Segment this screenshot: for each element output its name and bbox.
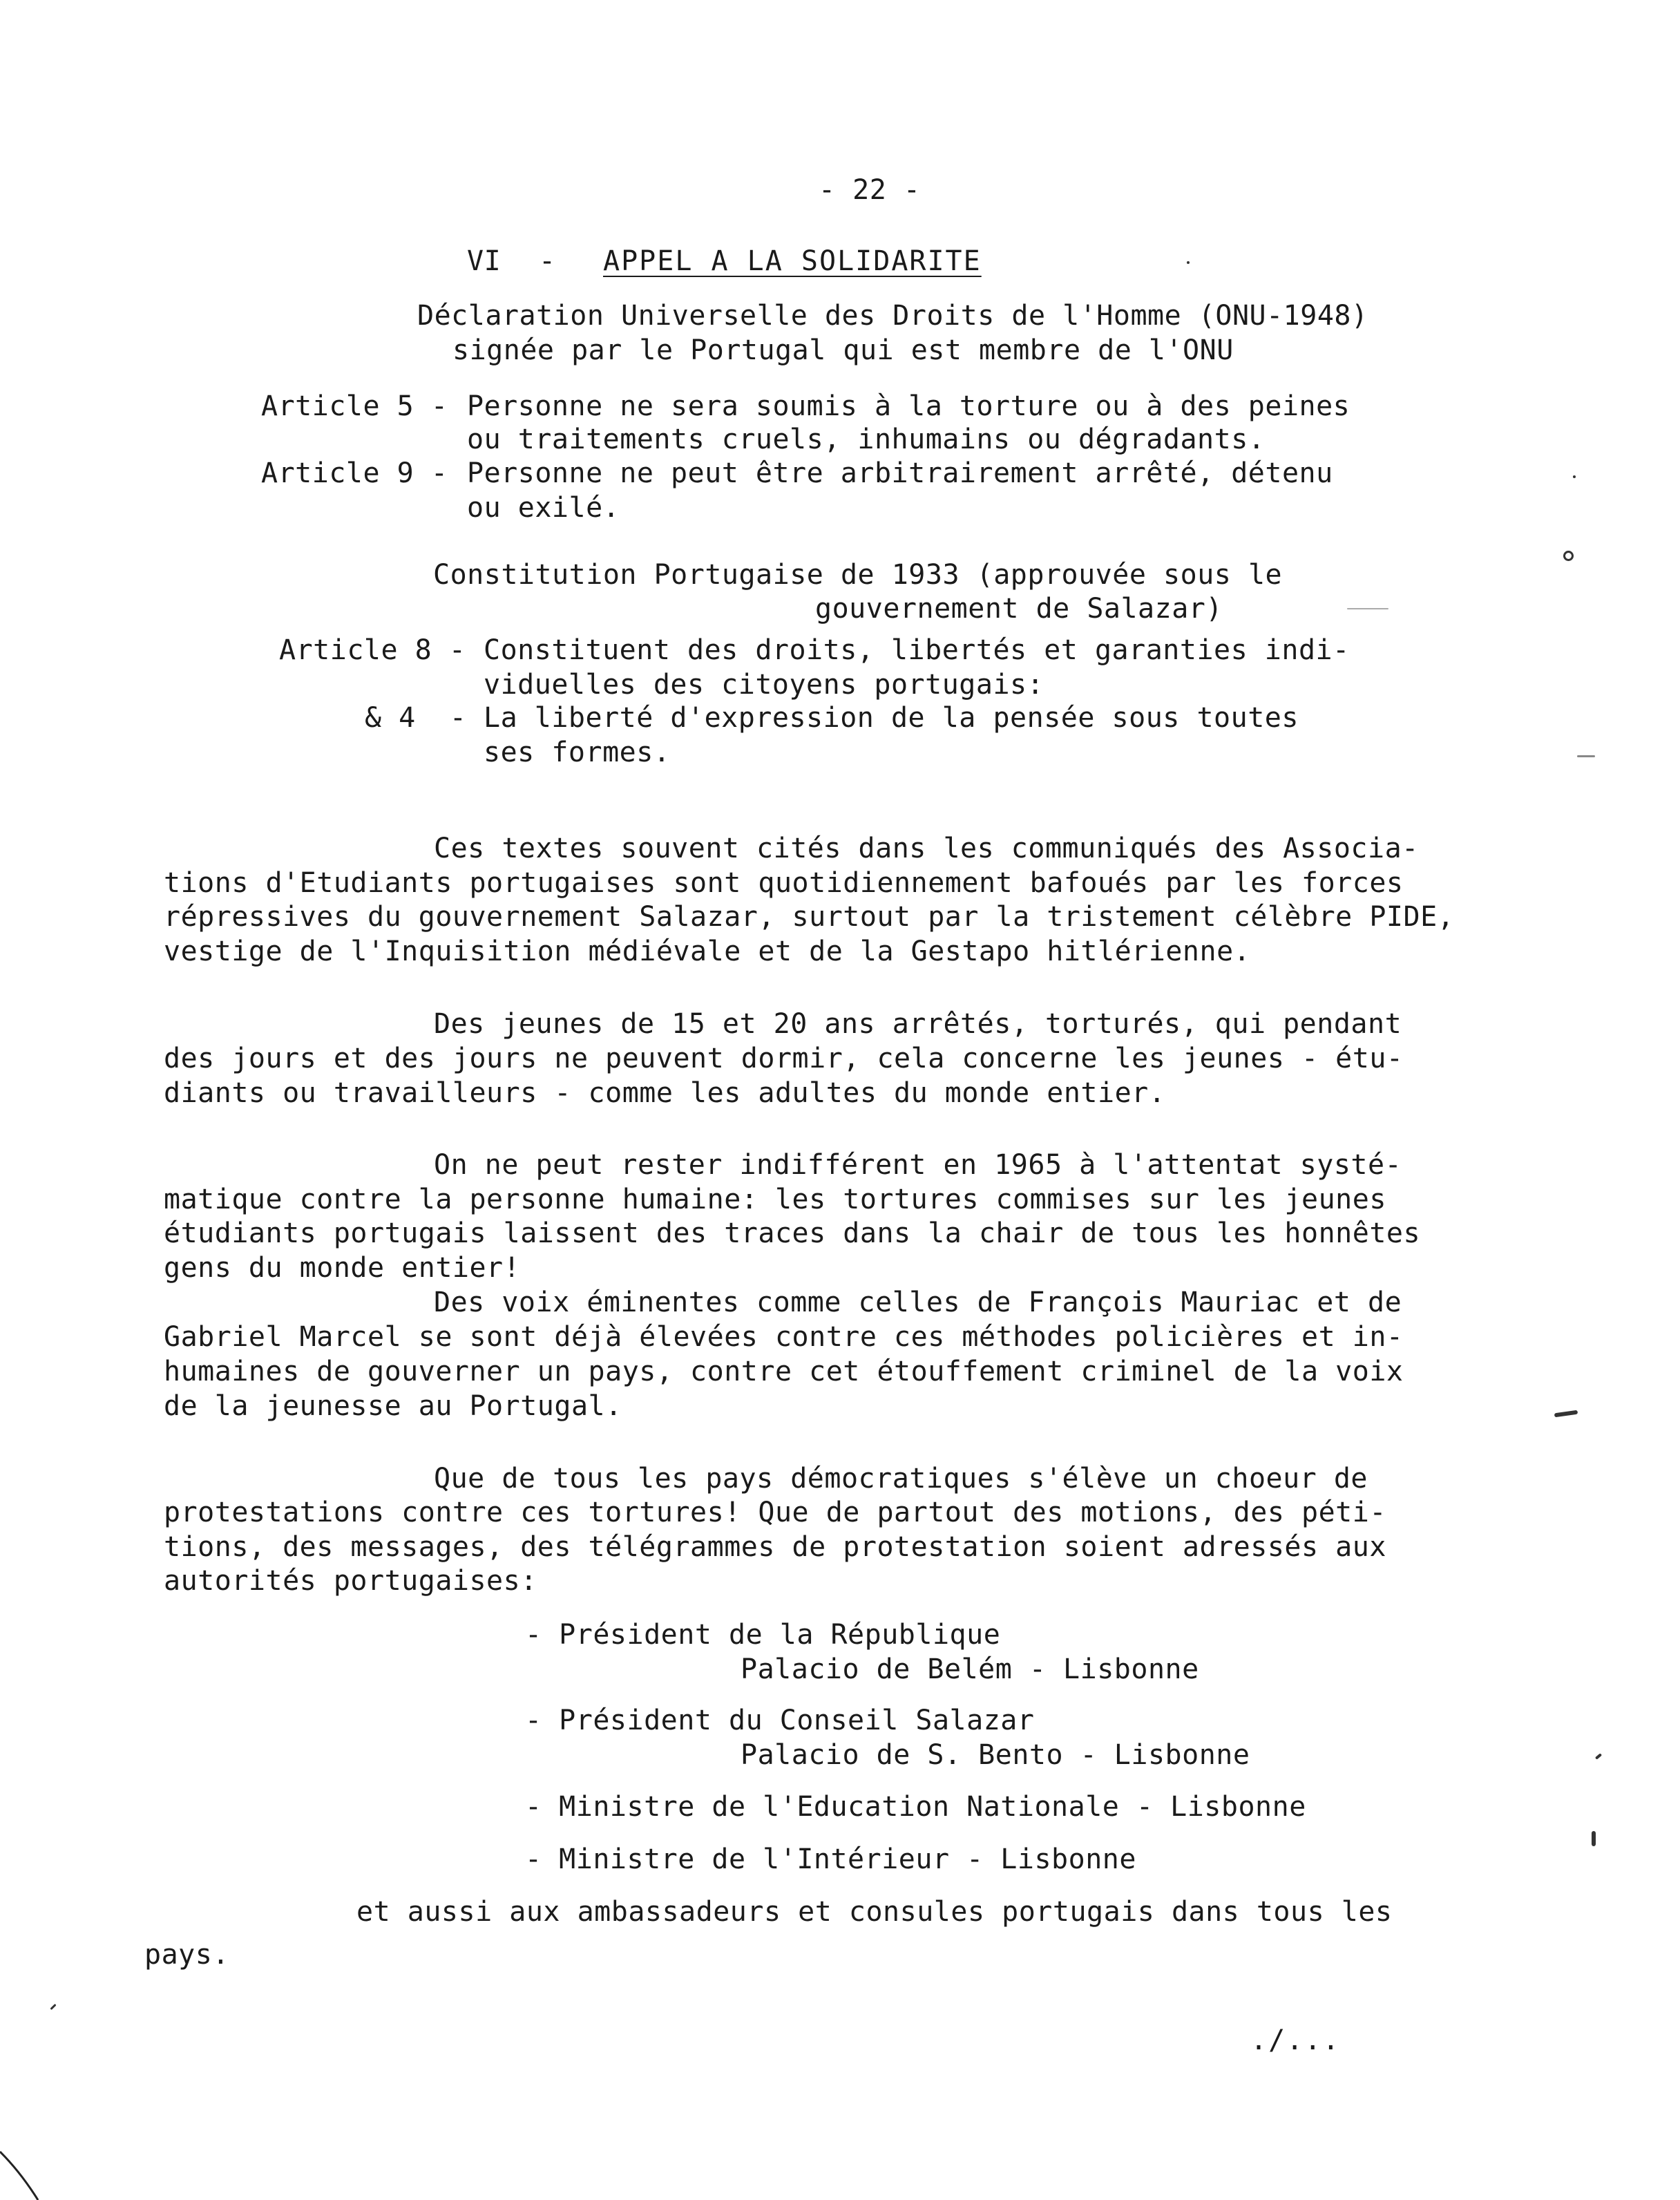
paragraph-1-line-4: vestige de l'Inquisition médiévale et de la Gestapo hitlérienne. [164,936,1251,967]
article-9-text-2: ou exilé. [467,492,620,524]
scan-speck [1554,1410,1578,1418]
paragraph-4-line-1: Des voix éminentes comme celles de François Mauriac et de [434,1287,1402,1318]
paragraph-5-line-1: Que de tous les pays démocratiques s'élève un choeur de [434,1463,1368,1495]
scan-speck [1573,475,1576,478]
article-8-text-1: Constituent des droits, libertés et garanties indi- [484,634,1350,666]
page-edge-mark [0,2145,41,2200]
constitution-line-1: Constitution Portugaise de 1933 (approuvée sous le [433,559,1283,591]
article-9-label: Article 9 - [261,457,448,489]
paragraph-1-line-3: répressives du gouvernement Salazar, surtout par la tristement célèbre PIDE, [164,901,1455,933]
section-dash: - [539,245,556,277]
article-8-text-2: viduelles des citoyens portugais: [484,669,1044,701]
paragraph-2-line-1: Des jeunes de 15 et 20 ans arrêtés, torturés, qui pendant [434,1008,1402,1040]
article-5-label: Article 5 - [261,390,448,422]
paragraph-5-line-4: autorités portugaises: [164,1565,537,1597]
scan-speck [1595,1753,1602,1759]
article-8-sub-label: & 4 - [365,702,467,734]
scan-speck [50,2004,56,2010]
paragraph-2-line-2: des jours et des jours ne peuvent dormir, cela concerne les jeunes - étu- [164,1043,1404,1074]
address-2-line-1: - Président du Conseil Salazar [525,1705,1035,1736]
article-9-text-1: Personne ne peut être arbitrairement arrêté, détenu [467,457,1333,489]
constitution-line-2: gouvernement de Salazar) [815,593,1223,625]
address-2-line-2: Palacio de S. Bento - Lisbonne [741,1739,1250,1771]
scan-speck [1347,608,1388,609]
paragraph-5-line-3: tions, des messages, des télégrammes de protestation soient adressés aux [164,1531,1386,1563]
section-number: VI [467,245,502,277]
paragraph-3-line-3: étudiants portugais laissent des traces dans la chair de tous les honnêtes [164,1217,1421,1249]
article-5-text-1: Personne ne sera soumis à la torture ou à des peines [467,390,1350,422]
declaration-line-2: signée par le Portugal qui est membre de l'ONU [452,334,1234,366]
scan-speck [1563,551,1574,561]
paragraph-4-line-4: de la jeunesse au Portugal. [164,1390,622,1422]
closing-line-1: et aussi aux ambassadeurs et consules portugais dans tous les [356,1896,1393,1928]
section-title: APPEL A LA SOLIDARITE [603,245,982,277]
paragraph-5-line-2: protestations contre ces tortures! Que de partout des motions, des péti- [164,1497,1386,1528]
declaration-line-1: Déclaration Universelle des Droits de l'Homme (ONU-1948) [417,300,1368,332]
paragraph-4-line-3: humaines de gouverner un pays, contre cet étouffement criminel de la voix [164,1356,1404,1387]
article-5-text-2: ou traitements cruels, inhumains ou dégradants. [467,424,1266,455]
paragraph-3-line-2: matique contre la personne humaine: les tortures commises sur les jeunes [164,1184,1386,1215]
article-8-sub-text-1: La liberté d'expression de la pensée sous toutes [484,702,1299,734]
address-4-line-1: - Ministre de l'Intérieur - Lisbonne [525,1843,1136,1875]
address-3-line-1: - Ministre de l'Education Nationale - Lisbonne [525,1791,1306,1823]
paragraph-4-line-2: Gabriel Marcel se sont déjà élevées contre ces méthodes policières et in- [164,1321,1404,1353]
paragraph-3-line-1: On ne peut rester indifférent en 1965 à l'attentat systé- [434,1149,1402,1181]
paragraph-2-line-3: diants ou travailleurs - comme les adultes du monde entier. [164,1077,1166,1109]
article-8-sub-text-2: ses formes. [484,737,671,768]
scan-speck [1577,755,1595,757]
scan-speck [1592,1831,1596,1846]
article-8-label: Article 8 - [279,634,466,666]
address-1-line-1: - Président de la République [525,1619,1001,1651]
paragraph-1-line-2: tions d'Etudiants portugaises sont quotidiennement bafoués par les forces [164,867,1404,899]
closing-line-2: pays. [144,1939,229,1971]
page-number: - 22 - [819,174,921,206]
continuation-marker: ./... [1250,2024,1341,2056]
address-1-line-2: Palacio de Belém - Lisbonne [741,1653,1199,1685]
scan-speck [1187,261,1190,264]
paragraph-1-line-1: Ces textes souvent cités dans les communiqués des Associa- [434,833,1419,864]
paragraph-3-line-4: gens du monde entier! [164,1252,521,1284]
